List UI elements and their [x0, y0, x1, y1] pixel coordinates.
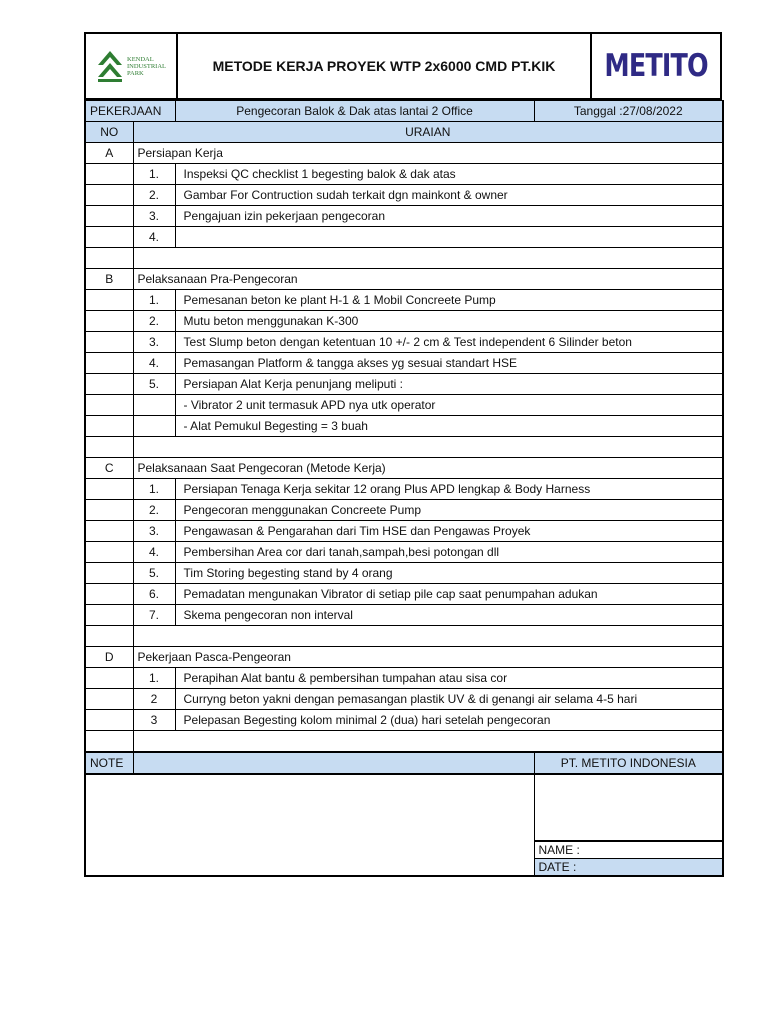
section-header-row [85, 458, 723, 479]
pekerjaan-value: Pengecoran Balok & Dak atas lantai 2 Office [175, 101, 534, 122]
kip-mountain-icon [96, 49, 124, 83]
section-title: Persiapan Kerja [133, 143, 723, 164]
item-text: Pemasangan Platform & tangga akses yg sesuai standart HSE [175, 353, 723, 374]
spacer-cell-no [85, 437, 133, 458]
list-item [85, 185, 723, 206]
item-number: 3. [133, 206, 175, 227]
item-blank-cell [85, 521, 133, 542]
list-item [85, 311, 723, 332]
list-item [85, 605, 723, 626]
note-label: NOTE [85, 752, 133, 774]
kip-logo-text [127, 56, 166, 77]
section-title: Pelaksanaan Pra-Pengecoran [133, 269, 723, 290]
item-number: 2. [133, 500, 175, 521]
method-statement-sheet [84, 32, 722, 877]
name-field: NAME : [534, 841, 723, 858]
list-item [85, 164, 723, 185]
item-number: 2. [133, 185, 175, 206]
kip-line-3: PARK [127, 69, 144, 77]
spacer-row [85, 626, 723, 647]
spacer-cell-no [85, 248, 133, 269]
item-text: Persiapan Tenaga Kerja sekitar 12 orang Plus APD lengkap & Body Harness [175, 479, 723, 500]
item-blank-cell [85, 185, 133, 206]
note-body [85, 774, 534, 876]
item-blank-cell [85, 584, 133, 605]
kip-line-1: KENDAL [127, 55, 154, 63]
item-blank-cell [85, 710, 133, 731]
item-blank-cell [85, 311, 133, 332]
item-blank-cell [85, 206, 133, 227]
method-table [84, 100, 724, 877]
document-title: METODE KERJA PROYEK WTP 2x6000 CMD PT.KIK [212, 58, 556, 74]
item-text: Tim Storing begesting stand by 4 orang [175, 563, 723, 584]
spacer-row [85, 731, 723, 753]
list-item [85, 479, 723, 500]
spacer-row [85, 437, 723, 458]
list-item [85, 521, 723, 542]
item-blank-cell [85, 164, 133, 185]
column-header-row [85, 122, 723, 143]
item-number: 4. [133, 227, 175, 248]
item-text [175, 227, 723, 248]
section-letter: C [85, 458, 133, 479]
item-blank-cell [85, 479, 133, 500]
job-row [85, 101, 723, 122]
item-number: 1. [133, 479, 175, 500]
item-number: 7. [133, 605, 175, 626]
list-item [85, 332, 723, 353]
item-text: Pengawasan & Pengarahan dari Tim HSE dan Pengawas Proyek [175, 521, 723, 542]
item-number: 4. [133, 353, 175, 374]
item-number: 4. [133, 542, 175, 563]
section-header-row [85, 647, 723, 668]
metito-logo [590, 34, 720, 98]
spacer-row [85, 248, 723, 269]
metito-logo-text: METITO [604, 48, 708, 84]
note-header-fill [133, 752, 534, 774]
section-header-row [85, 269, 723, 290]
item-number [133, 416, 175, 437]
item-text: Persiapan Alat Kerja penunjang meliputi : [175, 374, 723, 395]
item-text: Pembersihan Area cor dari tanah,sampah,besi potongan dll [175, 542, 723, 563]
item-number [133, 395, 175, 416]
item-text: Skema pengecoran non interval [175, 605, 723, 626]
item-text: Curryng beton yakni dengan pemasangan plastik UV & di genangi air selama 4-5 hari [175, 689, 723, 710]
list-item [85, 542, 723, 563]
item-text: Inspeksi QC checklist 1 begesting balok & dak atas [175, 164, 723, 185]
section-title: Pekerjaan Pasca-Pengeoran [133, 647, 723, 668]
section-letter: D [85, 647, 133, 668]
company-name: PT. METITO INDONESIA [534, 752, 723, 774]
item-blank-cell [85, 227, 133, 248]
item-number: 5. [133, 374, 175, 395]
item-blank-cell [85, 542, 133, 563]
list-item [85, 584, 723, 605]
item-text: Mutu beton menggunakan K-300 [175, 311, 723, 332]
pekerjaan-label: PEKERJAAN [85, 101, 175, 122]
section-letter: B [85, 269, 133, 290]
kendal-industrial-park-logo [86, 34, 178, 98]
item-number: 1. [133, 164, 175, 185]
item-blank-cell [85, 353, 133, 374]
item-blank-cell [85, 668, 133, 689]
section-header-row [85, 143, 723, 164]
signature-area [534, 774, 723, 841]
list-item [85, 374, 723, 395]
item-blank-cell [85, 290, 133, 311]
list-item [85, 500, 723, 521]
list-item [85, 206, 723, 227]
item-number: 5. [133, 563, 175, 584]
kip-line-2: INDUSTRIAL [127, 62, 166, 70]
note-row [85, 752, 723, 774]
list-item [85, 710, 723, 731]
section-letter: A [85, 143, 133, 164]
item-text: Test Slump beton dengan ketentuan 10 +/- 2 cm & Test independent 6 Silinder beton [175, 332, 723, 353]
item-text: Gambar For Contruction sudah terkait dgn mainkont & owner [175, 185, 723, 206]
list-item [85, 668, 723, 689]
list-item [85, 395, 723, 416]
item-text: Pemadatan mengunakan Vibrator di setiap pile cap saat penumpahan adukan [175, 584, 723, 605]
column-uraian: URAIAN [133, 122, 723, 143]
item-number: 3. [133, 332, 175, 353]
item-blank-cell [85, 374, 133, 395]
list-item [85, 689, 723, 710]
item-text: - Alat Pemukul Begesting = 3 buah [175, 416, 723, 437]
spacer-cell-no [85, 731, 133, 753]
item-blank-cell [85, 332, 133, 353]
list-item [85, 353, 723, 374]
note-body-row [85, 774, 723, 841]
item-text: - Vibrator 2 unit termasuk APD nya utk operator [175, 395, 723, 416]
item-text: Pengajuan izin pekerjaan pengecoran [175, 206, 723, 227]
document-header [84, 32, 722, 100]
item-blank-cell [85, 395, 133, 416]
tanggal-field: Tanggal :27/08/2022 [534, 101, 723, 122]
spacer-cell-uraian [133, 437, 723, 458]
item-text: Pemesanan beton ke plant H-1 & 1 Mobil Concreete Pump [175, 290, 723, 311]
item-text: Perapihan Alat bantu & pembersihan tumpahan atau sisa cor [175, 668, 723, 689]
item-number: 1. [133, 290, 175, 311]
list-item [85, 563, 723, 584]
column-no: NO [85, 122, 133, 143]
item-number: 1. [133, 668, 175, 689]
item-number: 6. [133, 584, 175, 605]
item-number: 2 [133, 689, 175, 710]
item-blank-cell [85, 689, 133, 710]
item-number: 3 [133, 710, 175, 731]
spacer-cell-uraian [133, 626, 723, 647]
spacer-cell-uraian [133, 248, 723, 269]
item-text: Pelepasan Begesting kolom minimal 2 (dua) hari setelah pengecoran [175, 710, 723, 731]
list-item [85, 227, 723, 248]
item-blank-cell [85, 563, 133, 584]
list-item [85, 290, 723, 311]
spacer-cell-uraian [133, 731, 723, 753]
list-item [85, 416, 723, 437]
item-number: 2. [133, 311, 175, 332]
item-blank-cell [85, 416, 133, 437]
item-number: 3. [133, 521, 175, 542]
spacer-cell-no [85, 626, 133, 647]
item-text: Pengecoran menggunakan Concreete Pump [175, 500, 723, 521]
item-blank-cell [85, 605, 133, 626]
date-field: DATE : [534, 859, 723, 876]
item-blank-cell [85, 500, 133, 521]
section-title: Pelaksanaan Saat Pengecoran (Metode Kerja) [133, 458, 723, 479]
